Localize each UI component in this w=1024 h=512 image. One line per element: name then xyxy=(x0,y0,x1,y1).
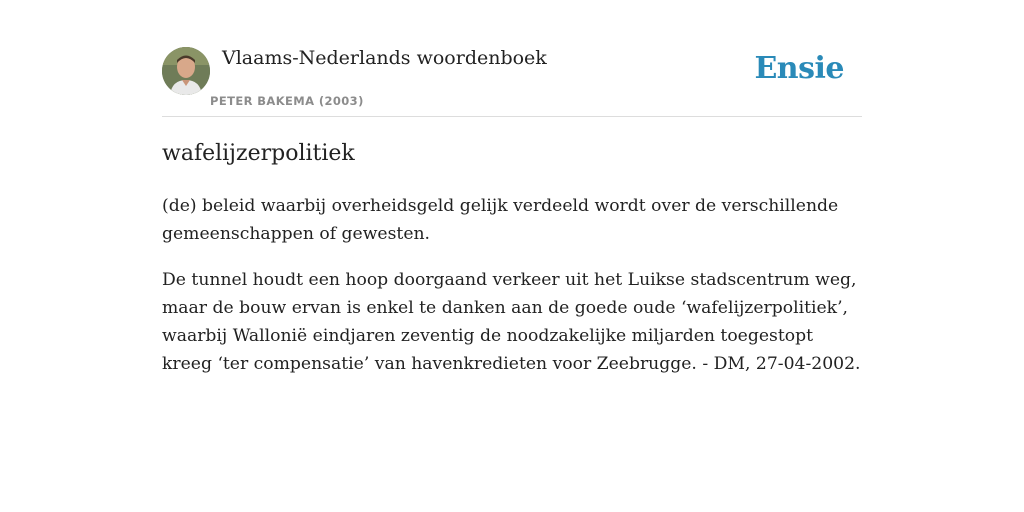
entry-headword: wafelijzerpolitiek xyxy=(162,141,355,166)
entry-content xyxy=(162,138,862,396)
dictionary-author[interactable]: PETER BAKEMA (2003) xyxy=(210,94,364,108)
author-avatar[interactable] xyxy=(162,47,210,95)
dictionary-header xyxy=(162,46,862,117)
ensie-logo[interactable]: Ensie xyxy=(754,51,844,86)
entry-definition: (de) beleid waarbij overheidsgeld gelijk verdeeld wordt over de verschillende gemeenschappen of gewesten. xyxy=(162,196,839,244)
avatar-photo-icon xyxy=(162,47,210,95)
dictionary-title[interactable]: Vlaams-Nederlands woordenboek xyxy=(222,47,547,69)
entry-example: De tunnel houdt een hoop doorgaand verkeer uit het Luikse stadscentrum weg, maar de bouw ervan is enkel te danken aan de goede oude ‘wafelijzerpolitiek’, waarbij Wallonië eindjaren zeventig de noodzakelijke miljarden toegestopt kreeg ‘ter compensatie’ van havenkredieten voor Zeebrugge. - DM, 27-04-2002. xyxy=(162,270,861,374)
